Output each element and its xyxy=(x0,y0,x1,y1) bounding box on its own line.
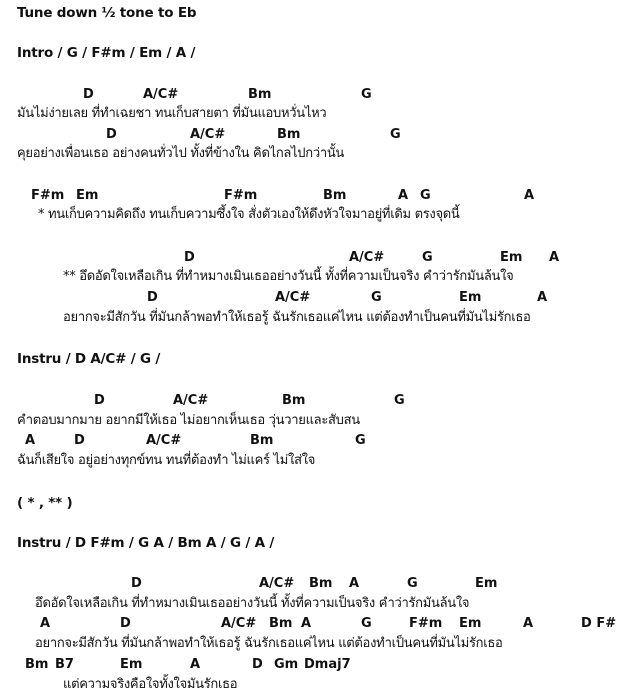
chord-symbol: Gm xyxy=(274,657,299,672)
chord-symbol: A xyxy=(537,290,548,305)
chord-symbol: Em xyxy=(459,616,482,631)
chord-symbol: A xyxy=(301,616,312,631)
chord-symbol: D F# xyxy=(581,616,617,631)
chord-symbol: D xyxy=(94,393,105,408)
lyric-line: * ทนเก็บความคิดถึง ทนเก็บความซึ้งใจ สั่งตัวเองให้ดึงหัวใจมาอยู่ที่เดิม ตรงจุดนี้ xyxy=(38,207,460,222)
chord-symbol: D xyxy=(120,616,131,631)
chord-symbol: Em xyxy=(475,576,498,591)
chord-symbol: D xyxy=(147,290,158,305)
chord-symbol: F#m xyxy=(224,188,258,203)
chord-symbol: Bm xyxy=(309,576,333,591)
chord-symbol: A xyxy=(190,657,201,672)
chord-symbol: Bm xyxy=(323,188,347,203)
chord-symbol: G xyxy=(361,616,372,631)
chord-symbol: A/C# xyxy=(275,290,311,305)
chord-symbol: G xyxy=(361,87,372,102)
intro-section: Intro / G / F#m / Em / A / xyxy=(17,45,196,61)
chord-symbol: Bm xyxy=(277,127,301,142)
chord-symbol: A/C# xyxy=(349,250,385,265)
chord-symbol: F#m xyxy=(31,188,65,203)
chord-symbol: A xyxy=(398,188,409,203)
chord-symbol: Dmaj7 xyxy=(304,657,351,672)
lyric-line: ** อึดอัดใจเหลือเกิน ที่ทำหมางเมินเธออย่างวันนี้ ทั้งที่ความเป็นจริง คำว่ารักมันล้นใจ xyxy=(63,269,514,284)
lyric-line: แต่ความจริงคือใจทั้งใจมันรักเธอ xyxy=(63,677,238,692)
chord-symbol: D xyxy=(252,657,263,672)
instrumental-section-2: Instru / D F#m / G A / Bm A / G / A / xyxy=(17,535,275,551)
chord-symbol: A/C# xyxy=(146,433,182,448)
chord-symbol: Em xyxy=(76,188,99,203)
chord-symbol: A xyxy=(549,250,560,265)
lyric-line: ฉันก็เสียใจ อยู่อย่างทุกข์ทน ทนที่ต้องทำ ไม่แคร์ ไม่ใส่ใจ xyxy=(17,453,316,468)
chord-symbol: A/C# xyxy=(190,127,226,142)
chord-symbol: G xyxy=(355,433,366,448)
chord-symbol: A xyxy=(40,616,51,631)
lyric-line: มันไม่ง่ายเลย ที่ทำเฉยชา ทนเก็บสายตา ที่มันแอบหวั่นไหว xyxy=(17,106,327,121)
chord-symbol: B7 xyxy=(55,657,74,672)
lyric-line: อยากจะมีสักวัน ที่มันกล้าพอทำให้เธอรู้ ฉันรักเธอแค่ไหน แต่ต้องทำเป็นคนที่มันไม่รักเธอ xyxy=(35,636,503,651)
lyric-line: อยากจะมีสักวัน ที่มันกล้าพอทำให้เธอรู้ ฉันรักเธอแค่ไหน แต่ต้องทำเป็นคนที่มันไม่รักเธอ xyxy=(63,310,531,325)
chord-symbol: A xyxy=(25,433,36,448)
chord-symbol: G xyxy=(422,250,433,265)
repeat-marker: ( * , ** ) xyxy=(17,495,73,511)
chord-symbol: Em xyxy=(500,250,523,265)
chord-symbol: G xyxy=(407,576,418,591)
tuning-note: Tune down ½ tone to Eb xyxy=(17,5,197,21)
chord-symbol: D xyxy=(106,127,117,142)
chord-symbol: A xyxy=(524,188,535,203)
chord-symbol: Bm xyxy=(250,433,274,448)
chord-symbol: A xyxy=(523,616,534,631)
lyric-line: อึดอัดใจเหลือเกิน ที่ทำหมางเมินเธออย่างวันนี้ ทั้งที่ความเป็นจริง คำว่ารักมันล้นใจ xyxy=(35,596,470,611)
chord-symbol: G xyxy=(420,188,431,203)
chord-symbol: D xyxy=(184,250,195,265)
chord-symbol: Bm xyxy=(25,657,49,672)
instrumental-section-1: Instru / D A/C# / G / xyxy=(17,351,161,367)
lyric-line: คำตอบมากมาย อยากมีให้เธอ ไม่อยากเห็นเธอ วุ่นวายและสับสน xyxy=(17,413,360,428)
chord-symbol: Em xyxy=(459,290,482,305)
chord-symbol: D xyxy=(131,576,142,591)
chord-symbol: Em xyxy=(120,657,143,672)
chord-symbol: G xyxy=(371,290,382,305)
chord-symbol: A xyxy=(349,576,360,591)
lyric-line: คุยอย่างเพื่อนเธอ อย่างคนทั่วไป ทั้งที่ข้างใน คิดไกลไปกว่านั้น xyxy=(17,146,344,161)
chord-symbol: A/C# xyxy=(259,576,295,591)
chord-symbol: A/C# xyxy=(173,393,209,408)
chord-symbol: A/C# xyxy=(221,616,257,631)
chord-symbol: F#m xyxy=(409,616,443,631)
chord-symbol: Bm xyxy=(282,393,306,408)
chord-symbol: A/C# xyxy=(143,87,179,102)
chord-symbol: G xyxy=(390,127,401,142)
chord-symbol: D xyxy=(74,433,85,448)
chord-symbol: D xyxy=(83,87,94,102)
chord-symbol: Bm xyxy=(248,87,272,102)
chord-symbol: Bm xyxy=(269,616,293,631)
chord-symbol: G xyxy=(394,393,405,408)
